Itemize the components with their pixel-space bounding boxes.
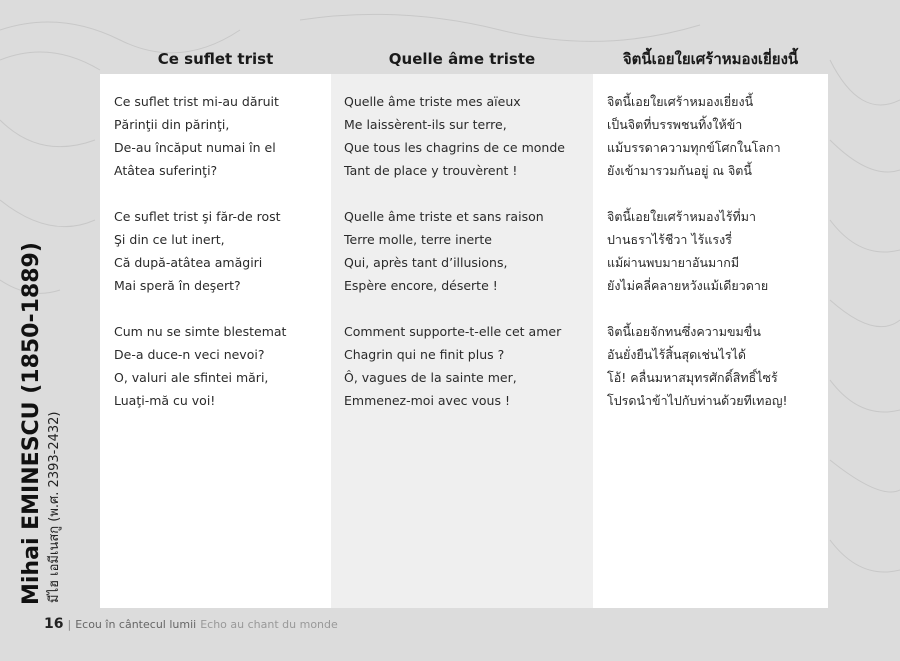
footer-separator: | — [67, 618, 72, 631]
poem-line: Luaţi-mă cu voi! — [114, 393, 216, 408]
poem-line: Cum nu se simte blestemat — [114, 324, 287, 339]
poem-line: จิตนี้เอยใยเศร้าหมองเยี่ยงนี้ — [607, 94, 754, 109]
column-romanian — [100, 74, 331, 608]
stanza — [344, 205, 593, 297]
page-footer — [44, 614, 338, 634]
author-name: Mihai EMINESCU (1850-1889) — [19, 242, 44, 605]
column-headers — [100, 44, 828, 74]
column-french — [331, 74, 593, 608]
poem-line: Ce suflet trist şi făr-de rost — [114, 209, 281, 224]
poem-line: Me laissèrent-ils sur terre, — [344, 117, 507, 132]
poem-line: Que tous les chagrins de ce monde — [344, 140, 565, 155]
page-number: 16 — [44, 616, 64, 632]
poem-line: Qui, après tant d’illusions, — [344, 255, 508, 270]
poem-line: Că după-atâtea amăgiri — [114, 255, 263, 270]
stanza — [607, 90, 828, 182]
column-title-thai: จิตนี้เอยใยเศร้าหมองเยี่ยงนี้ — [622, 50, 799, 68]
poem-line: Quelle âme triste mes aïeux — [344, 94, 521, 109]
poem-line: โอ้! คลื่นมหาสมุทรศักดิ์สิทธิ์ไซร้ — [607, 370, 778, 385]
poem-line: จิตนี้เอยจักทนซึ่งความขมขื่น — [607, 324, 761, 339]
poem-line: ยังไม่คลี่คลายหวังแม้เดียวดาย — [607, 278, 769, 293]
poem-line: แม้ผ่านพบมายาอันมากมี — [607, 255, 740, 270]
poem-line: แม้บรรดาความทุกข์โศกในโลกา — [607, 140, 781, 155]
poem-line: Espère encore, déserte ! — [344, 278, 498, 293]
poem-line: จิตนี้เอยใยเศร้าหมองไร้ที่มา — [607, 209, 757, 224]
stanza — [607, 320, 828, 412]
poem-line: อันยั่งยืนไร้สิ้นสุดเช่นไรได้ — [607, 347, 746, 362]
column-title-romanian: Ce suflet trist — [157, 50, 274, 68]
poem-line: Şi din ce lut inert, — [114, 232, 225, 247]
column-title-french: Quelle âme triste — [388, 50, 536, 68]
book-title-french: Echo au chant du monde — [200, 618, 338, 631]
poem-line: ปานธราไร้ชีวา ไร้แรงรี่ — [607, 232, 732, 247]
poem-line: Ce suflet trist mi-au dăruit — [114, 94, 279, 109]
stanza — [607, 205, 828, 297]
poem-line: Tant de place y trouvèrent ! — [344, 163, 518, 178]
poem-line: ยังเข้ามารวมกันอยู่ ณ จิตนี้ — [607, 163, 752, 178]
poem-line: Părinţii din părinţi, — [114, 117, 230, 132]
stanza — [114, 320, 331, 412]
author-sidebar — [18, 242, 64, 605]
poem-line: เป็นจิตที่บรรพชนทิ้งให้ข้า — [607, 117, 743, 132]
poem-line: Emmenez-moi avec vous ! — [344, 393, 510, 408]
stanza — [114, 205, 331, 297]
poem-line: O, valuri ale sfintei mări, — [114, 370, 269, 385]
poem-line: Mai speră în deşert? — [114, 278, 241, 293]
poem-line: De-a duce-n veci nevoi? — [114, 347, 265, 362]
stanza — [344, 320, 593, 412]
poem-line: De-au încăput numai în el — [114, 140, 276, 155]
stanza — [344, 90, 593, 182]
poem-line: Comment supporte-t-elle cet amer — [344, 324, 562, 339]
book-title-romanian: Ecou în cântecul lumii — [75, 618, 197, 631]
author-name-thai: มีไฮ เอมีเนสกู (พ.ศ. 2393-2432) — [47, 411, 62, 603]
poem-line: Ô, vagues de la sainte mer, — [344, 370, 517, 385]
poem-columns — [100, 74, 828, 608]
column-thai — [593, 74, 828, 608]
stanza — [114, 90, 331, 182]
poem-line: Quelle âme triste et sans raison — [344, 209, 544, 224]
poem-line: Atâtea suferinţi? — [114, 163, 218, 178]
poem-line: โปรดนำข้าไปกับท่านด้วยทีเทอญ! — [607, 393, 788, 408]
poem-line: Chagrin qui ne finit plus ? — [344, 347, 505, 362]
poem-line: Terre molle, terre inerte — [344, 232, 492, 247]
